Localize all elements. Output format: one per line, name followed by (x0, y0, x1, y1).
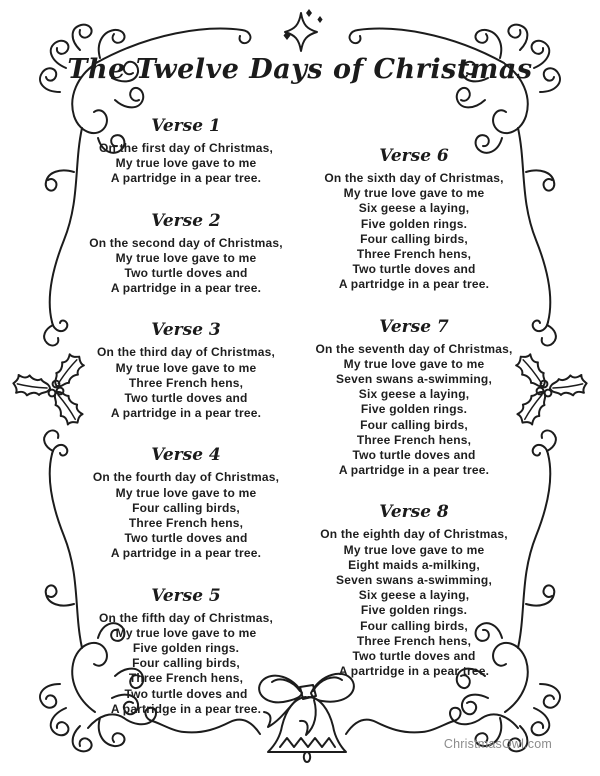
verse-line: Three French hens, (356, 247, 472, 262)
verse-line: On the seventh day of Christmas, (315, 341, 513, 356)
verse-line: A partridge in a pear tree. (110, 281, 262, 296)
verse-5 (60, 586, 312, 717)
verse-line: Eight maids a-milking, (348, 557, 480, 572)
verse-line: My true love gave to me (343, 186, 485, 201)
verse-2 (60, 211, 312, 297)
brand-footer-text: ChristmasOwl.com (443, 737, 552, 751)
verse-line: My true love gave to me (115, 156, 257, 171)
verse-line: Two turtle doves and (352, 262, 476, 277)
verse-7-lines (288, 342, 540, 479)
verse-4-label: Verse 4 (151, 445, 221, 466)
verse-7 (288, 317, 540, 479)
verse-line: On the second day of Christmas, (89, 235, 283, 250)
verse-line: Five golden rings. (360, 402, 468, 417)
verse-6-lines (288, 171, 540, 293)
verse-4 (60, 445, 312, 561)
verse-8-lines (288, 527, 540, 679)
verse-5-label: Verse 5 (151, 585, 221, 606)
verse-8-label: Verse 8 (379, 502, 449, 523)
verse-line: On the fifth day of Christmas, (98, 610, 273, 625)
verse-line: Three French hens, (128, 671, 244, 686)
verse-line: Six geese a laying, (358, 387, 470, 402)
verse-line: On the first day of Christmas, (98, 141, 274, 155)
sparkle-icon (284, 9, 323, 51)
verse-line: Two turtle doves and (352, 649, 476, 664)
verse-line: A partridge in a pear tree. (110, 701, 262, 716)
verse-line: Six geese a laying, (358, 201, 470, 216)
verse-3 (60, 320, 312, 421)
verse-line: My true love gave to me (115, 625, 257, 640)
bottom-wave-right (346, 708, 518, 734)
verse-line: Two turtle doves and (124, 391, 248, 406)
verse-line: Five golden rings. (360, 216, 468, 231)
verse-line: On the fourth day of Christmas, (92, 470, 280, 485)
verse-3-label: Verse 3 (151, 320, 221, 341)
verse-7-label: Verse 7 (379, 316, 449, 337)
verse-6 (288, 146, 540, 293)
verse-line: My true love gave to me (115, 485, 257, 500)
verse-line: My true love gave to me (115, 250, 257, 265)
verse-line: Two turtle doves and (352, 448, 476, 463)
verse-2-label: Verse 2 (151, 210, 221, 231)
verse-2-lines (60, 236, 312, 297)
verse-1-label: Verse 1 (151, 116, 221, 136)
verse-line: A partridge in a pear tree. (110, 406, 262, 421)
verse-line: On the eighth day of Christmas, (320, 527, 508, 542)
verse-4-lines (60, 470, 312, 561)
verse-line: A partridge in a pear tree. (338, 664, 490, 679)
verse-8 (288, 502, 540, 679)
verse-line: My true love gave to me (343, 356, 485, 371)
verse-6-label: Verse 6 (379, 146, 449, 166)
verse-line: Three French hens, (356, 432, 472, 447)
verse-1-lines (60, 141, 312, 187)
verse-line: Seven swans a-swimming, (336, 372, 492, 387)
verse-line: A partridge in a pear tree. (338, 277, 490, 292)
verse-line: Three French hens, (128, 375, 244, 390)
verse-line: My true love gave to me (343, 542, 485, 557)
verse-line: Three French hens, (128, 516, 244, 531)
verse-1 (60, 116, 312, 187)
verse-line: Five golden rings. (132, 641, 240, 656)
verse-line: On the sixth day of Christmas, (324, 171, 504, 185)
verse-line: Four calling birds, (360, 231, 468, 246)
verse-line: Six geese a laying, (358, 588, 470, 603)
verse-line: Three French hens, (356, 633, 472, 648)
verse-line: Four calling birds, (132, 656, 240, 671)
verse-line: Four calling birds, (360, 417, 468, 432)
verse-line: Four calling birds, (132, 500, 240, 515)
verse-line: On the third day of Christmas, (96, 345, 276, 360)
verse-line: Seven swans a-swimming, (336, 573, 492, 588)
verse-3-lines (60, 345, 312, 421)
verses-column-left (60, 116, 312, 741)
verse-line: Two turtle doves and (124, 531, 248, 546)
verses-column-right (288, 146, 540, 703)
verse-line: A partridge in a pear tree. (110, 171, 262, 186)
verse-line: A partridge in a pear tree. (338, 463, 490, 478)
verse-line: My true love gave to me (115, 360, 257, 375)
verse-line: Two turtle doves and (124, 266, 248, 281)
verse-5-lines (60, 611, 312, 717)
verse-line: Four calling birds, (360, 618, 468, 633)
verse-line: A partridge in a pear tree. (110, 546, 262, 561)
page-title: The Twelve Days of Christmas (67, 54, 533, 85)
verse-line: Two turtle doves and (124, 686, 248, 701)
verse-line: Five golden rings. (360, 603, 468, 618)
